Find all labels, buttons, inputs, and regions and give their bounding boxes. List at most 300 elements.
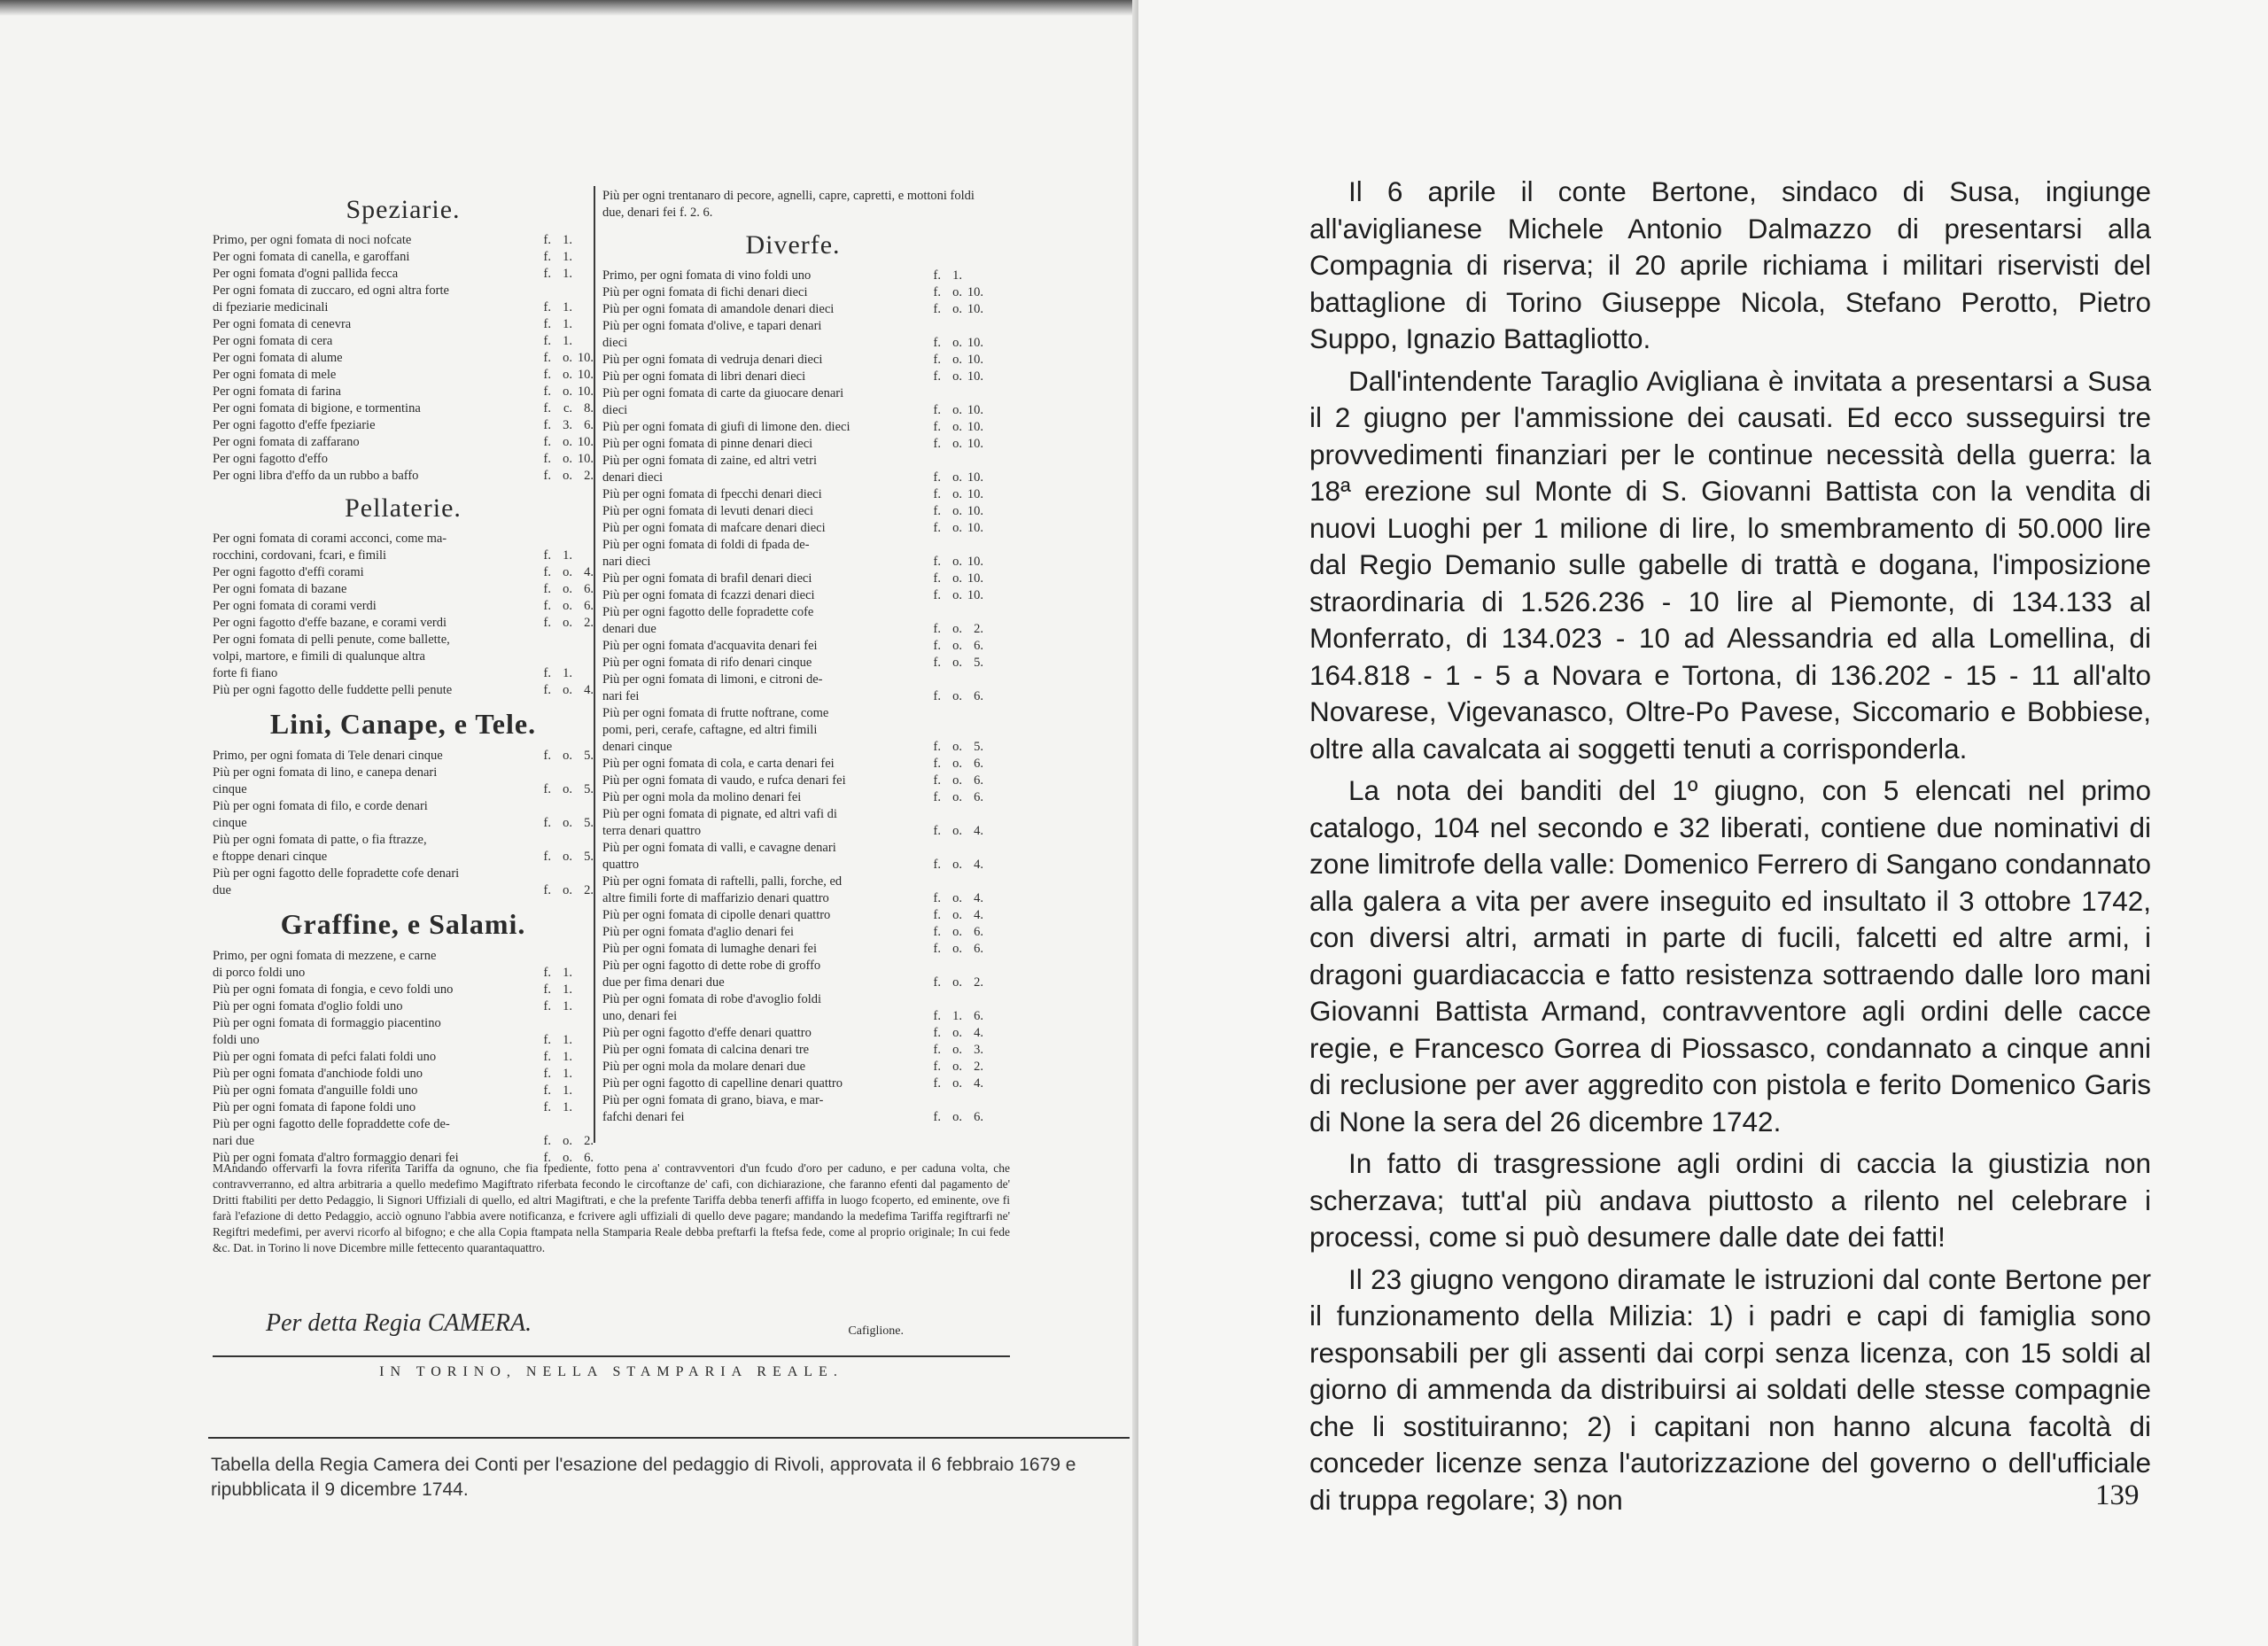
entry-value <box>551 1015 572 1032</box>
figure-caption: Tabella della Regia Camera dei Conti per l'esazione del pedaggio di Rivoli, approvata il 6 febbraio 1679 e ripubblicata il 9 dicembre 1744. <box>211 1455 1076 1500</box>
entry-value: f. <box>543 683 551 697</box>
entry-value <box>941 705 962 722</box>
tariff-entry <box>602 352 983 369</box>
entry-value: o. <box>952 470 962 485</box>
entry-value <box>572 531 594 547</box>
tariff-entry <box>213 249 594 266</box>
entry-value: 6. <box>974 790 983 804</box>
entry-value: o. <box>563 469 572 483</box>
entry-value: f. <box>933 757 941 771</box>
tariff-entry <box>602 554 983 571</box>
entry-value: o. <box>952 504 962 518</box>
tariff-entry <box>213 1066 594 1083</box>
tariff-entry <box>602 823 983 840</box>
entry-value <box>572 998 594 1015</box>
entry-value: f. <box>543 999 551 1013</box>
entry-text: Per ogni fomata di zaffarano <box>213 435 360 449</box>
entry-value: f. <box>543 418 551 432</box>
entry-value <box>572 632 594 648</box>
entry-value: o. <box>952 942 962 956</box>
entry-value: f. <box>543 435 551 449</box>
tariff-entry <box>213 948 594 965</box>
entry-text: Più per ogni fomata di amandole denari dieci <box>602 302 835 316</box>
entry-text: cinque <box>213 782 247 796</box>
entry-value <box>551 531 572 547</box>
entry-value: o. <box>952 487 962 501</box>
tariff-entry <box>213 982 594 998</box>
entry-text: volpi, martore, e fimili di qualunque altra <box>213 649 425 664</box>
entry-value: 5. <box>584 782 594 796</box>
tariff-entry <box>213 1133 594 1150</box>
tariff-entry <box>213 798 594 815</box>
entry-value: f. <box>543 401 551 415</box>
facsimile-left-column <box>213 186 594 1167</box>
entry-value: f. <box>933 773 941 788</box>
entry-value <box>918 958 941 974</box>
tariff-entry <box>602 941 983 958</box>
facsimile-right-column <box>602 186 983 1126</box>
entry-text: Più per ogni fomata di pignate, ed altri vafi di <box>602 807 837 821</box>
entry-value: o. <box>563 582 572 596</box>
entry-value: f. <box>933 588 941 602</box>
tariff-entry <box>602 520 983 537</box>
entry-value <box>918 705 941 722</box>
entry-value: 6. <box>584 1151 594 1165</box>
entry-value: f. <box>933 1009 941 1023</box>
tariff-entry <box>602 924 983 941</box>
tariff-entry <box>213 451 594 468</box>
entry-value: o. <box>952 757 962 771</box>
entry-value <box>551 832 572 849</box>
entry-value: 1. <box>563 1033 572 1047</box>
entry-value: 1. <box>563 966 572 980</box>
entry-value <box>962 806 983 823</box>
entry-value: f. <box>543 982 551 997</box>
entry-value: 10. <box>967 487 983 501</box>
facsimile-signature: Per detta Regia CAMERA. <box>266 1309 532 1337</box>
tariff-entry <box>213 815 594 832</box>
tariff-entry <box>213 1099 594 1116</box>
tariff-entry <box>602 773 983 789</box>
entry-value <box>918 1092 941 1109</box>
entry-value <box>918 385 941 402</box>
entry-value: f. <box>933 1026 941 1040</box>
entry-value: o. <box>952 336 962 350</box>
entry-value: 6. <box>974 639 983 653</box>
entry-value: 1. <box>563 317 572 331</box>
entry-text: dieci <box>602 336 628 350</box>
tariff-entry <box>213 299 594 316</box>
tariff-entry <box>213 468 594 485</box>
entry-value <box>941 318 962 335</box>
entry-value <box>572 1099 594 1116</box>
entry-value: o. <box>952 521 962 535</box>
entry-value: f. <box>933 571 941 586</box>
entry-value: 6. <box>974 773 983 788</box>
entry-value: 2. <box>584 883 594 897</box>
entry-value: o. <box>952 285 962 299</box>
entry-text: denari dieci <box>602 470 664 485</box>
tariff-entry <box>213 998 594 1015</box>
entry-value <box>528 866 551 882</box>
entry-value <box>572 648 594 665</box>
body-paragraph: La nota dei banditi del 1º giugno, con 5 elencati nel primo catalogo, 104 nel secondo e 32 liberati, contiene due nominativi di zone limitrofe della valle: Domenico Ferrero di Sangano condannato alla galera a vita per avere inseguito ed insultato il 3 ottobre 1742, con diversi altri, armati in parte di fucili, falcetti ed altre armi, i dragoni guardiacaccia e fatto resistenza sottraendo dalle loro mani Giovanni Battista Armand, contravventore agli ordini delle cacce regie, e Francesco Gorrea di Piossasco, condannato a cinque anni di reclusione per aver aggredito con pistola e ferito Domenico Garis di None la sera del 26 dicembre 1742. <box>1309 774 2151 1137</box>
entry-value: c. <box>563 401 572 415</box>
entry-value: o. <box>563 452 572 466</box>
entry-text: Primo, per ogni fomata di noci nofcate <box>213 233 412 247</box>
entry-value <box>572 333 594 350</box>
entry-value <box>551 765 572 781</box>
entry-value <box>551 866 572 882</box>
tariff-entry <box>602 369 983 385</box>
entry-value: 1. <box>563 1067 572 1081</box>
entry-value <box>572 832 594 849</box>
entry-text: Più per ogni fomata di levuti denari dieci <box>602 504 813 518</box>
entry-value <box>572 982 594 998</box>
entry-value: f. <box>933 925 941 939</box>
entry-value: f. <box>933 622 941 636</box>
tariff-entry <box>213 1015 594 1032</box>
entry-text: Più per ogni fomata di fongia, e cevo foldi uno <box>213 982 454 997</box>
entry-value: 10. <box>967 285 983 299</box>
entry-value: 10. <box>967 588 983 602</box>
entry-value: 10. <box>967 369 983 384</box>
entry-value: 4. <box>974 891 983 905</box>
entry-value: 10. <box>967 504 983 518</box>
tariff-entry <box>602 739 983 756</box>
entry-text: Più per ogni fomata di cipolle denari quattro <box>602 908 831 922</box>
entry-value: 10. <box>967 353 983 367</box>
entry-text: Più per ogni fagotto di capelline denari quattro <box>602 1076 843 1091</box>
entry-text: Per ogni fomata di corami acconci, come ma- <box>213 532 447 546</box>
entry-text: Per ogni fomata d'ogni pallida fecca <box>213 267 399 281</box>
tariff-entry <box>213 598 594 615</box>
entry-value: f. <box>543 368 551 382</box>
tariff-entry <box>602 705 983 722</box>
entry-text: Più per ogni fomata d'altro formaggio denari fei <box>213 1151 459 1165</box>
entry-text: Primo, per ogni fomata di Tele denari cinque <box>213 749 443 763</box>
facsimile-notice: MAndando offervarfi la fovra riferita Tariffa da ognuno, che fia fpediente, fotto pena a' contravventori d'un fcudo d'oro per caduno, e per caduna volta, che contravverranno, ed altra arbitraria a quello medefimo Magiftrato riferbata fecondo le circoftanze de' cafi, con dichiarazione, che faranno efenti dal pagamento de' Dritti ftabiliti per detto Pedaggio, li Signori Uffiziali di quello, ed altri Magiftrati, e che la prefente Tariffa debba tenerfi affiffa in luogo fcoperto, ed eminente, ove fi farà l'efazione di detto Pedaggio, acciò ognuno l'abbia avere notificanza, e fcrivere agli uffiziali di quello deve pagare; mandando la medefima Tariffa regiftrarfi ne' Regiftri medefimi, per avervi ricorfo al bifogno; e che alla Copia ftampata nella Stamparia Reale debba preftarfi la ftefsa fede, come al proprio originale; In cui fede &c. Dat. in Torino li nove Dicembre mille fettecento quarantaquattro. <box>213 1161 1010 1254</box>
entry-value <box>528 765 551 781</box>
tariff-entry <box>213 682 594 699</box>
tariff-entry <box>213 367 594 384</box>
entry-value <box>572 299 594 316</box>
entry-value: f. <box>933 369 941 384</box>
tariff-entry <box>602 385 983 402</box>
entry-text: Più per ogni fomata d'aglio denari fei <box>602 925 795 939</box>
entry-value: 5. <box>584 749 594 763</box>
entry-value <box>962 453 983 470</box>
entry-value: f. <box>543 966 551 980</box>
entry-text: Più per ogni fagotto d'effe denari quattro <box>602 1026 812 1040</box>
entry-value: o. <box>952 656 962 670</box>
entry-text: quattro <box>602 858 640 872</box>
entry-value: f. <box>543 548 551 563</box>
entry-value: 10. <box>967 470 983 485</box>
entry-value: 6. <box>974 942 983 956</box>
entry-value <box>528 648 551 665</box>
entry-value: o. <box>952 353 962 367</box>
entry-text: denari cinque <box>602 740 672 754</box>
entry-value: f. <box>543 351 551 365</box>
entry-value: 5. <box>584 816 594 830</box>
entry-value: f. <box>543 300 551 314</box>
tariff-entry <box>602 318 983 335</box>
entry-text: Più per ogni fomata di frutte noftrane, come <box>602 706 829 720</box>
entry-value: f. <box>933 420 941 434</box>
entry-text: Più per ogni fagotto delle fopraddette cofe de- <box>213 1117 450 1131</box>
section-title: Diverfe. <box>745 230 841 260</box>
entry-value <box>918 453 941 470</box>
facsimile-signer: Cafiglione. <box>848 1324 904 1338</box>
entry-value: 4. <box>974 1026 983 1040</box>
entry-text: Più per ogni fagotto delle fuddette pelli penute <box>213 683 453 697</box>
tariff-entry <box>213 547 594 564</box>
tariff-entry <box>602 1092 983 1109</box>
tariff-entry <box>213 434 594 451</box>
entry-value: o. <box>952 740 962 754</box>
entry-text: Per ogni fagotto d'effe fpeziarie <box>213 418 376 432</box>
entry-text: dieci <box>602 403 628 417</box>
entry-value <box>572 765 594 781</box>
page-edge-shadow <box>0 0 1138 16</box>
entry-value: 6. <box>974 1110 983 1124</box>
entry-text: Più per ogni fomata di pinne denari dieci <box>602 437 813 451</box>
entry-value <box>551 798 572 815</box>
entry-text: due <box>213 883 231 897</box>
tariff-entry <box>213 615 594 632</box>
entry-value: 1. <box>563 267 572 281</box>
entry-text: e ftoppe denari cinque <box>213 850 328 864</box>
entry-text: Più per ogni fomata d'oglio foldi uno <box>213 999 403 1013</box>
tariff-entry <box>213 866 594 882</box>
entry-text: Più per ogni fomata di fichi denari dieci <box>602 285 808 299</box>
body-paragraph: Dall'intendente Taraglio Avigliana è invitata a presentarsi a Susa il 2 giugno per l'ammissione dei causati. Ed ecco susseguirsi tre provvedimenti finanziari per le continue necessità della guerra: la 18ª erezione sul Monte di S. Giovanni Battista con la vendita di nuovi Luoghi per 1 milione di lire, lo smembramento di 50.000 lire dal Regio Demanio sulle gabelle di trattà e dogana, l'imposizione straordinaria di 1.526.236 - 10 lire al Piemonte, di 134.133 al Monferrato, di 134.023 - 10 ad Alessandria ed alla Lomellina, di 164.818 - 1 - 5 a Novara e Tortona, di 136.202 - 15 - 11 all'alto Novarese, Vigevanasco, Oltre-Po Pavese, Siccomario e Bobbiese, oltre alla cavalcata ai soggetti tenuti a corrisponderla. <box>1309 364 2151 765</box>
entry-value: o. <box>563 351 572 365</box>
entry-value <box>572 798 594 815</box>
tariff-entry <box>213 316 594 333</box>
entry-value: f. <box>543 250 551 264</box>
entry-value: f. <box>933 470 941 485</box>
entry-value: o. <box>952 420 962 434</box>
entry-value: 2. <box>584 1134 594 1148</box>
entry-value: 4. <box>584 683 594 697</box>
entry-value: o. <box>952 925 962 939</box>
tariff-entry <box>602 991 983 1008</box>
entry-value: f. <box>933 1110 941 1124</box>
entry-text: Per ogni fomata di zuccaro, ed ogni altra forte <box>213 283 449 298</box>
tariff-entry <box>602 890 983 907</box>
entry-value: f. <box>933 891 941 905</box>
facsimile-printer-line: IN TORINO, NELLA STAMPARIA REALE. <box>379 1364 843 1379</box>
entry-value: 1. <box>563 1050 572 1064</box>
tariff-entry <box>602 756 983 773</box>
tariff-entry <box>213 333 594 350</box>
entry-value: 5. <box>584 850 594 864</box>
entry-value <box>528 948 551 965</box>
entry-value: 2. <box>584 616 594 630</box>
tariff-entry <box>213 632 594 648</box>
entry-value: 1. <box>563 548 572 563</box>
entry-value: o. <box>563 1151 572 1165</box>
entry-text: terra denari quattro <box>602 824 702 838</box>
entry-text: Più per ogni fagotto di dette robe di groffo <box>602 959 821 973</box>
tariff-entry <box>602 638 983 655</box>
entry-value <box>918 840 941 857</box>
entry-text: Per ogni fomata di bigione, e tormentina <box>213 401 421 415</box>
entry-text: Più per ogni fomata d'acquavita denari fei <box>602 639 818 653</box>
entry-text: due per fima denari due <box>602 975 725 990</box>
entry-value <box>572 965 594 982</box>
entry-text: Più per ogni fomata di patte, o fia ftrazze, <box>213 833 427 847</box>
entry-value: f. <box>543 883 551 897</box>
entry-value <box>962 672 983 688</box>
entry-value <box>551 648 572 665</box>
entry-value: 6. <box>584 582 594 596</box>
entry-text: Più per ogni fomata di pefci falati foldi uno <box>213 1050 437 1064</box>
entry-value: o. <box>952 790 962 804</box>
tariff-entry <box>213 384 594 400</box>
tariff-entry <box>213 417 594 434</box>
entry-value: 2. <box>584 469 594 483</box>
entry-value: 1. <box>952 268 962 283</box>
entry-value <box>962 318 983 335</box>
tariff-entry <box>602 974 983 991</box>
entry-value: f. <box>933 521 941 535</box>
entry-value: f. <box>543 1067 551 1081</box>
entry-value <box>572 1049 594 1066</box>
facsimile-rule <box>213 1355 1010 1357</box>
tariff-entry <box>213 665 594 682</box>
tariff-entry <box>213 748 594 765</box>
entry-text: Più per ogni fomata di valli, e cavagne denari <box>602 841 836 855</box>
entry-value <box>572 266 594 283</box>
tariff-entry <box>602 1008 983 1025</box>
tariff-entry <box>602 268 983 284</box>
entry-value: o. <box>952 891 962 905</box>
entry-value <box>572 547 594 564</box>
tariff-entry <box>213 266 594 283</box>
entry-text: Più per ogni fomata di grano, biava, e mar- <box>602 1093 824 1107</box>
tariff-entry <box>602 284 983 301</box>
entry-value <box>528 632 551 648</box>
entry-value: o. <box>952 689 962 703</box>
caption-rule <box>208 1437 1130 1439</box>
entry-text: Più per ogni fagotto delle fopradette cofe denari <box>213 866 460 881</box>
tariff-entry <box>213 581 594 598</box>
entry-value: 3. <box>563 418 572 432</box>
entry-text: forte fi fiano <box>213 666 278 680</box>
entry-value: 1. <box>563 300 572 314</box>
entry-value: o. <box>563 368 572 382</box>
tariff-entry <box>602 672 983 688</box>
entry-value <box>551 1116 572 1133</box>
entry-value: 10. <box>967 420 983 434</box>
entry-value: o. <box>952 588 962 602</box>
entry-value <box>572 283 594 299</box>
tariff-entry <box>602 958 983 974</box>
entry-value: 1. <box>563 250 572 264</box>
entry-text: di fpeziarie medicinali <box>213 300 329 314</box>
entry-value <box>962 705 983 722</box>
entry-value: f. <box>543 334 551 348</box>
entry-value <box>572 249 594 266</box>
tariff-entry <box>213 1032 594 1049</box>
entry-text: nari fei <box>602 689 640 703</box>
entry-value: 1. <box>563 1100 572 1114</box>
tariff-entry <box>602 688 983 705</box>
entry-value <box>962 537 983 554</box>
entry-value <box>962 722 983 739</box>
entry-value: o. <box>563 599 572 613</box>
entry-value: f. <box>543 782 551 796</box>
entry-value <box>962 991 983 1008</box>
tariff-entry <box>213 283 594 299</box>
entry-value: o. <box>563 1134 572 1148</box>
entry-value: f. <box>933 858 941 872</box>
entry-value <box>572 866 594 882</box>
entry-value: f. <box>933 302 941 316</box>
tariff-entry <box>602 1025 983 1042</box>
entry-value <box>941 991 962 1008</box>
entry-value: 1. <box>563 233 572 247</box>
entry-value: f. <box>933 504 941 518</box>
entry-value: 10. <box>967 403 983 417</box>
entry-value: f. <box>933 740 941 754</box>
entry-value: 6. <box>974 689 983 703</box>
entry-value <box>551 948 572 965</box>
entry-value: f. <box>933 403 941 417</box>
entry-value <box>941 806 962 823</box>
body-paragraph: Il 6 aprile il conte Bertone, sindaco di Susa, ingiunge all'aviglianese Michele Antonio Dalmazzo di presentarsi alla Compagnia di riserva; il 20 aprile richiama i militari riservisti del battaglione di Torino Giuseppe Nicola, Stefano Perotto, Pietro Suppo, Ignazio Battagliotto. <box>1309 175 2151 354</box>
tariff-entry <box>213 400 594 417</box>
entry-value: f. <box>933 689 941 703</box>
entry-value <box>941 873 962 890</box>
entry-text: Più per ogni fomata di rifo denari cinque <box>602 656 812 670</box>
entry-text: Più per ogni fomata di cola, e carta denari fei <box>602 757 835 771</box>
entry-value: f. <box>543 616 551 630</box>
entry-text: Per ogni fomata di canella, e garoffani <box>213 250 410 264</box>
entry-value: f. <box>933 487 941 501</box>
entry-value: 2. <box>974 622 983 636</box>
entry-text: Primo, per ogni fomata di vino foldi uno <box>602 268 812 283</box>
facsimile-right-sections <box>602 230 983 1126</box>
entry-text: Più per ogni fomata di raftelli, palli, forche, ed <box>602 874 843 889</box>
entry-value: o. <box>952 639 962 653</box>
tariff-entry <box>602 907 983 924</box>
entry-value: f. <box>933 824 941 838</box>
entry-value: 1. <box>563 334 572 348</box>
entry-value <box>941 604 962 621</box>
entry-value <box>528 832 551 849</box>
tariff-entry <box>602 722 983 739</box>
entry-value: f. <box>543 1134 551 1148</box>
tariff-entry <box>602 1075 983 1092</box>
tariff-entry <box>213 531 594 547</box>
entry-value: 1. <box>563 1083 572 1098</box>
entry-value <box>572 1066 594 1083</box>
entry-value <box>962 840 983 857</box>
entry-value: f. <box>543 816 551 830</box>
entry-value: 6. <box>974 925 983 939</box>
entry-value: 4. <box>974 858 983 872</box>
entry-text: rocchini, cordovani, fcari, e fimili <box>213 548 387 563</box>
entry-value: 10. <box>577 452 594 466</box>
entry-value: o. <box>952 302 962 316</box>
entry-text: Per ogni fagotto d'effo <box>213 452 328 466</box>
entry-text: Più per ogni fomata di fpecchi denari dieci <box>602 487 822 501</box>
entry-value: 10. <box>967 336 983 350</box>
